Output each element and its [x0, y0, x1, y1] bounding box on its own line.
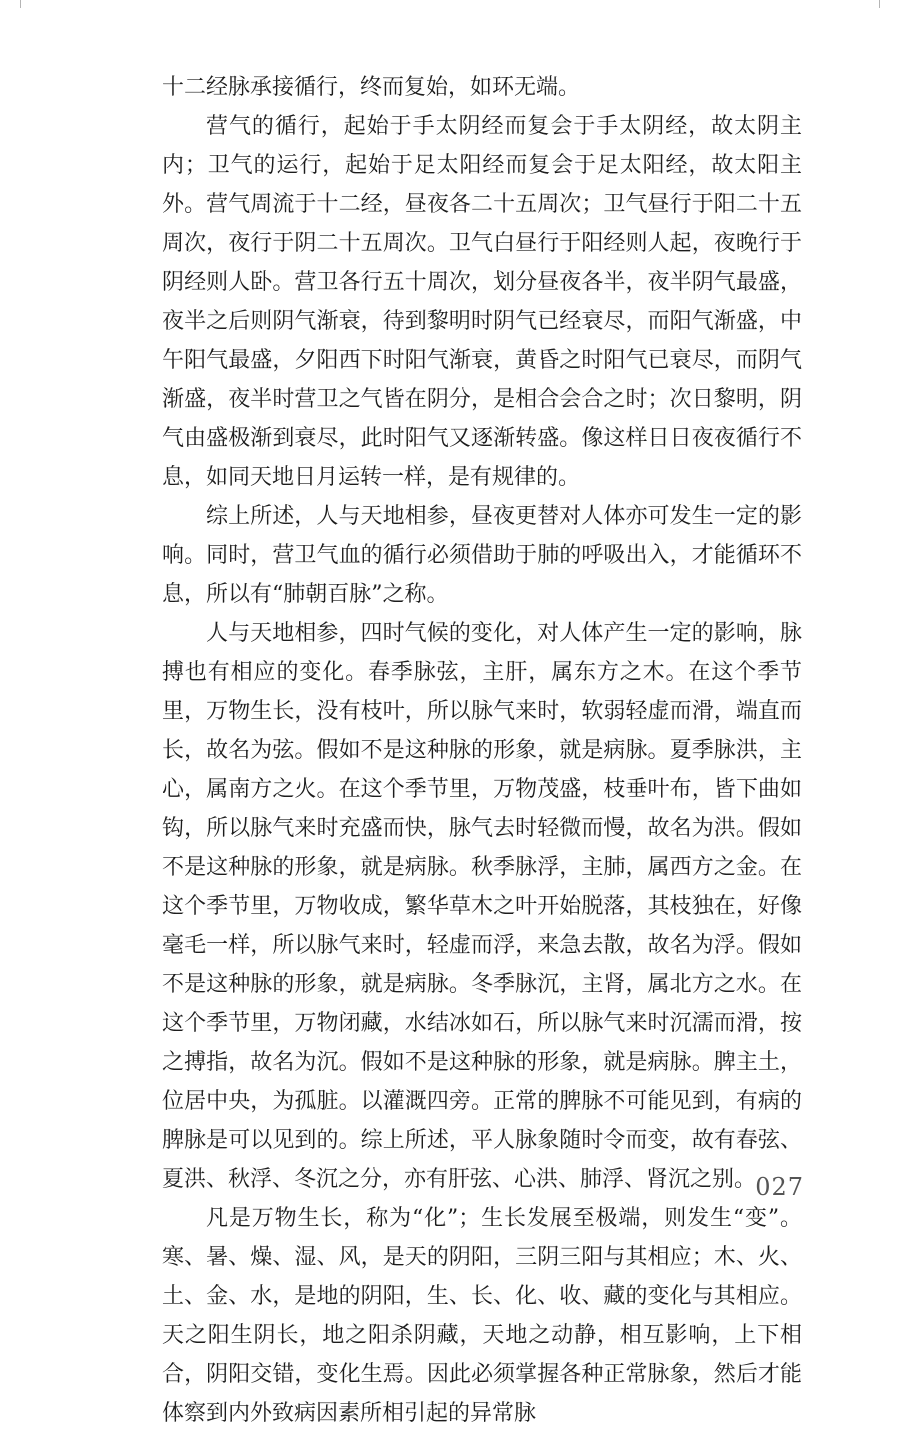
paragraph-5: 凡是万物生长，称为“化”；生长发展至极端，则发生“变”。寒、暑、燥、湿、风，是天的阴阳，三阴三阳与其相应；木、火、土、金、水，是地的阴阳，生、长、化、收、藏的变化与其相应。天之阳生阴长，地之阳杀阴藏，天地之动静，相互影响，上下相合，阴阳交错，变化生焉。因此必须掌握各种正常脉象，然后才能体察到内外致病因素所相引起的异常脉: [162, 1206, 802, 1426]
page-number: 027: [755, 1173, 804, 1201]
paragraph-4: 人与天地相参，四时气候的变化，对人体产生一定的影响，脉搏也有相应的变化。春季脉弦，主肝，属东方之木。在这个季节里，万物生长，没有枝叶，所以脉气来时，软弱轻虚而滑，端直而长，故名为弦。假如不是这种脉的形象，就是病脉。夏季脉洪，主心，属南方之火。在这个季节里，万物茂盛，枝垂叶布，皆下曲如钩，所以脉气来时充盛而快，脉气去时轻微而慢，故名为洪。假如不是这种脉的形象，就是病脉。秋季脉浮，主肺，属西方之金。在这个季节里，万物收成，繁华草木之叶开始脱落，其枝独在，好像毫毛一样，所以脉气来时，轻虚而浮，来急去散，故名为浮。假如不是这种脉的形象，就是病脉。冬季脉沉，主肾，属北方之水。在这个季节里，万物闭藏，水结冰如石，所以脉气来时沉濡而滑，按之搏指，故名为沉。假如不是这种脉的形象，就是病脉。脾主土，位居中央，为孤脏。以灌溉四旁。正常的脾脉不可能见到，有病的脾脉是可以见到的。综上所述，平人脉象随时令而变，故有春弦、夏洪、秋浮、冬沉之分，亦有肝弦、心洪、肺浮、肾沉之别。: [162, 621, 802, 1192]
crop-mark-left: [0, 0, 21, 8]
paragraph-2: 营气的循行，起始于手太阴经而复会于手太阴经，故太阴主内；卫气的运行，起始于足太阳经而复会于足太阳经，故太阳主外。营气周流于十二经，昼夜各二十五周次；卫气昼行于阳二十五周次，夜行于阴二十五周次。卫气白昼行于阳经则人起，夜晚行于阴经则人卧。营卫各行五十周次，划分昼夜各半，夜半阴气最盛，夜半之后则阴气渐衰，待到黎明时阴气已经衰尽，而阳气渐盛，中午阳气最盛，夕阳西下时阳气渐衰，黄昏之时阳气已衰尽，而阴气渐盛，夜半时营卫之气皆在阴分，是相合会合之时；次日黎明，阴气由盛极渐到衰尽，此时阳气又逐渐转盛。像这样日日夜夜循行不息，如同天地日月运转一样，是有规律的。: [162, 114, 802, 490]
paragraph-3: 综上所述，人与天地相参，昼夜更替对人体亦可发生一定的影响。同时，营卫气血的循行必须借助于肺的呼吸出入，才能循环不息，所以有“肺朝百脉”之称。: [162, 504, 802, 607]
crop-mark-right: [879, 0, 900, 8]
body-text: [162, 68, 802, 1433]
paragraph-1: 十二经脉承接循行，终而复始，如环无端。: [162, 75, 581, 100]
